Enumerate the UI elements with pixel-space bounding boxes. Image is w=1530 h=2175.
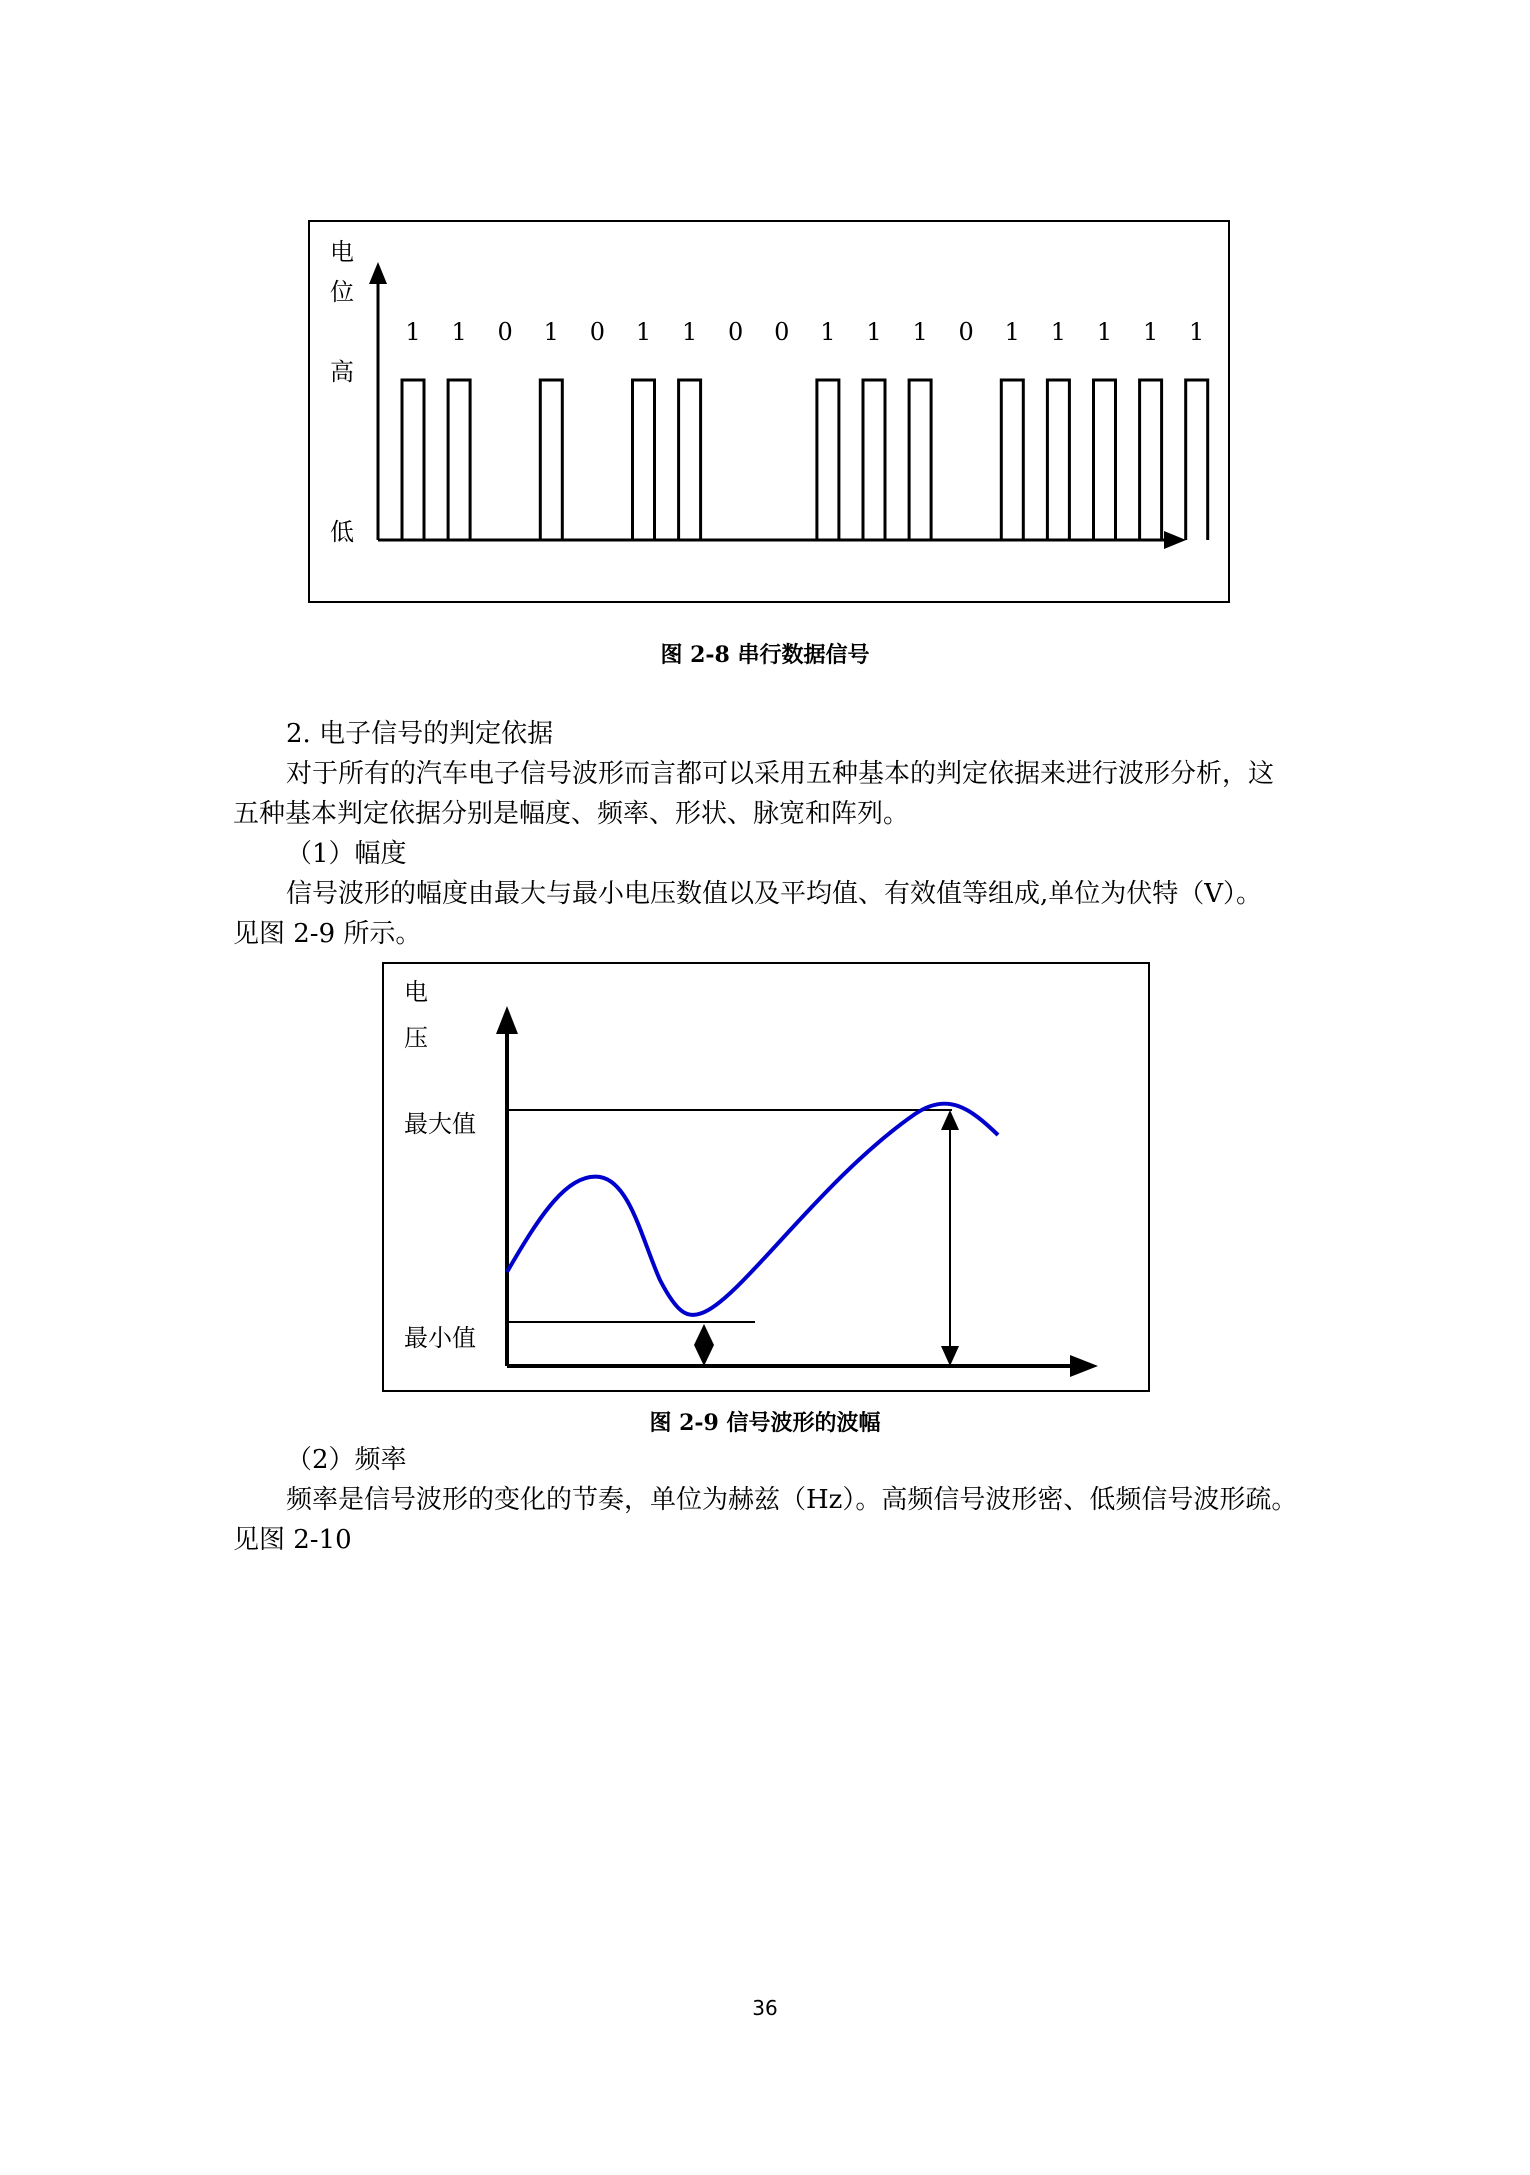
paragraph-3-line-1: 频率是信号波形的变化的节奏，单位为赫兹（Hz）。高频信号波形密、低频信号波形疏。 xyxy=(286,1485,1298,1515)
bit-label: 0 xyxy=(774,318,790,346)
bit-label: 1 xyxy=(1189,318,1205,346)
max-value-label: 最大值 xyxy=(404,1110,476,1138)
level-low-label: 低 xyxy=(330,518,354,546)
heading-2: 2. 电子信号的判定依据 xyxy=(286,719,554,749)
bit-label: 1 xyxy=(405,318,421,346)
y-axis-label-char-2: 位 xyxy=(330,278,354,306)
paragraph-2-line-2: 见图 2-9 所示。 xyxy=(233,919,422,949)
bit-label: 1 xyxy=(635,318,652,346)
bit-label: 0 xyxy=(589,318,606,346)
bit-label: 1 xyxy=(1142,318,1159,346)
bit-label: 1 xyxy=(1096,318,1113,346)
bit-label: 0 xyxy=(958,318,974,346)
y-axis-label-char-1: 电 xyxy=(330,238,354,266)
paragraph-1-line-1: 对于所有的汽车电子信号波形而言都可以采用五种基本的判定依据来进行波形分析，这 xyxy=(286,759,1275,789)
subheading-amplitude: （1）幅度 xyxy=(286,839,407,869)
bit-label: 0 xyxy=(728,318,744,346)
figure-2-9-caption: 图 2-9 信号波形的波幅 xyxy=(649,1410,881,1436)
y-axis-label-char-1: 电 xyxy=(404,978,428,1006)
bit-label: 1 xyxy=(543,318,559,346)
figure-2-8-caption: 图 2-8 串行数据信号 xyxy=(660,642,870,668)
paragraph-1-line-2: 五种基本判定依据分别是幅度、频率、形状、脉宽和阵列。 xyxy=(233,799,910,829)
paragraph-3-line-2: 见图 2-10 xyxy=(233,1525,352,1555)
subheading-frequency: （2）频率 xyxy=(286,1445,407,1475)
bit-label: 1 xyxy=(866,318,882,346)
bit-label: 1 xyxy=(451,318,467,346)
page-number: 36 xyxy=(752,1996,778,2020)
bit-label: 1 xyxy=(820,318,836,346)
figure-2-8-frame xyxy=(308,220,1230,603)
figure-2-9-frame xyxy=(382,962,1150,1392)
bit-label: 1 xyxy=(1050,318,1067,346)
bit-label: 1 xyxy=(912,318,928,346)
bit-label: 0 xyxy=(497,318,513,346)
bit-label: 1 xyxy=(1004,318,1020,346)
y-axis-label-char-2: 压 xyxy=(404,1024,428,1052)
bit-label: 1 xyxy=(681,318,698,346)
min-value-label: 最小值 xyxy=(404,1324,476,1352)
level-high-label: 高 xyxy=(330,358,354,386)
paragraph-2-line-1: 信号波形的幅度由最大与最小电压数值以及平均值、有效值等组成,单位为伏特（V）。 xyxy=(286,879,1263,909)
